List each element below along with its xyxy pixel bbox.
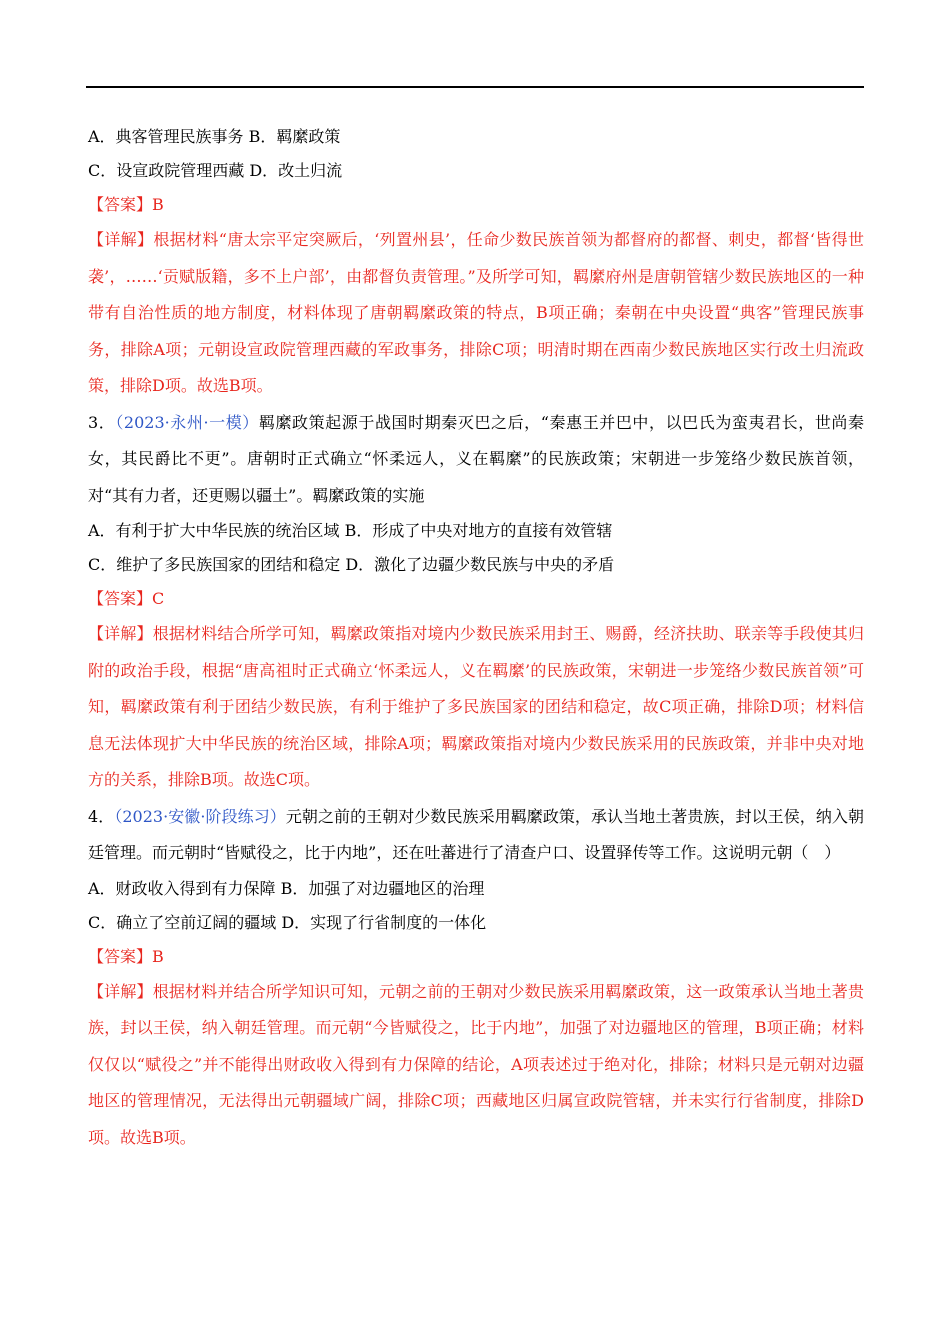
q2-options-ab: A．典客管理民族事务 B．羁縻政策 xyxy=(88,127,341,146)
question-text: 元朝之前的王朝对少数民族采用羁縻政策，承认当地土著贵族，封以王侯，纳入朝廷管理。而元朝时“皆赋役之，比于内地”，还在吐蕃进行了清查户口、设置驿传等工作。这说明元朝（ ） xyxy=(88,806,864,862)
q4-options-ab: A．财政收入得到有力保障 B．加强了对边疆地区的治理 xyxy=(88,878,485,898)
q2-options-cd: C．设宣政院管理西藏 D．改土归流 xyxy=(88,161,343,180)
detail-label: 【详解】 xyxy=(88,624,153,643)
detail-text: 根据材料“唐太宗平定突厥后，‘列置州县’，任命少数民族首领为都督府的都督、刺史，都督‘皆得世袭’，……‘贡赋版籍，多不上户部’，由都督负责管理。”及所学可知，羁縻府州是唐朝管辖少数民族地区的一种带有自治性质的地方制度，材料体现了唐朝羁縻政策的特点，B项正确；秦朝在中央设置“典客”管理民族事务，排除A项；元朝设宣政院管理西藏的军政事务，排除C项；明清时期在西南少数民族地区实行改土归流政策，排除D项。故选B项。 xyxy=(88,230,864,395)
question-text: 羁縻政策起源于战国时期秦灭巴之后，“秦惠王并巴中，以巴氏为蛮夷君长，世尚秦女，其民爵比不更”。唐朝时正式确立“怀柔远人，义在羁縻”的民族政策；宋朝进一步笼络少数民族首领，对“其有力者，还更赐以疆土”。羁縻政策的实施 xyxy=(88,412,864,505)
answer-value: B xyxy=(152,946,164,966)
document-body xyxy=(88,120,864,1156)
question-source: （2023·安徽·阶段练习） xyxy=(114,806,286,826)
question-number: 4． xyxy=(88,806,115,826)
question-source: （2023·永州·一模） xyxy=(115,412,259,432)
q2-answer xyxy=(88,188,864,222)
detail-label: 【详解】 xyxy=(88,230,154,249)
answer-label: 【答案】 xyxy=(88,195,153,214)
q3-options-ab: A．有利于扩大中华民族的统治区域 B．形成了中央对地方的直接有效管辖 xyxy=(88,521,613,540)
header-rule xyxy=(86,86,864,88)
question-number: 3． xyxy=(88,412,116,432)
q2-detail xyxy=(88,222,864,405)
q4-options-cd: C．确立了空前辽阔的疆域 D．实现了行省制度的一体化 xyxy=(88,912,487,932)
q4-answer xyxy=(88,940,864,974)
answer-value: C xyxy=(152,589,165,608)
q3-options-cd: C．维护了多民族国家的团结和稳定 D．激化了边疆少数民族与中央的矛盾 xyxy=(88,555,615,574)
q4-stem xyxy=(88,799,864,872)
q3-detail xyxy=(88,616,864,799)
answer-label: 【答案】 xyxy=(88,589,153,608)
q3-stem xyxy=(88,405,864,515)
q4-detail xyxy=(88,974,864,1157)
q3-answer xyxy=(88,582,864,616)
detail-label: 【详解】 xyxy=(88,981,153,1001)
answer-value: B xyxy=(152,195,164,214)
detail-text: 根据材料并结合所学知识可知，元朝之前的王朝对少数民族采用羁縻政策，这一政策承认当地土著贵族，封以王侯，纳入朝廷管理。而元朝“今皆赋役之，比于内地”，加强了对边疆地区的管理，B项正确；材料仅仅以“赋役之”并不能得出财政收入得到有力保障的结论，A项表述过于绝对化，排除；材料只是元朝对边疆地区的管理情况，无法得出元朝疆域广阔，排除C项；西藏地区归属宣政院管辖，并未实行行省制度，排除D项。故选B项。 xyxy=(88,981,864,1147)
answer-label: 【答案】 xyxy=(88,946,153,966)
detail-text: 根据材料结合所学可知，羁縻政策指对境内少数民族采用封王、赐爵，经济扶助、联亲等手段使其归附的政治手段，根据“唐高祖时正式确立‘怀柔远人，义在羁縻’的民族政策，宋朝进一步笼络少数民族首领”可知，羁縻政策有利于团结少数民族，有利于维护了多民族国家的团结和稳定，故C项正确，排除D项；材料信息无法体现扩大中华民族的统治区域，排除A项；羁縻政策指对境内少数民族采用的民族政策，并非中央对地方的关系，排除B项。故选C项。 xyxy=(88,624,864,789)
